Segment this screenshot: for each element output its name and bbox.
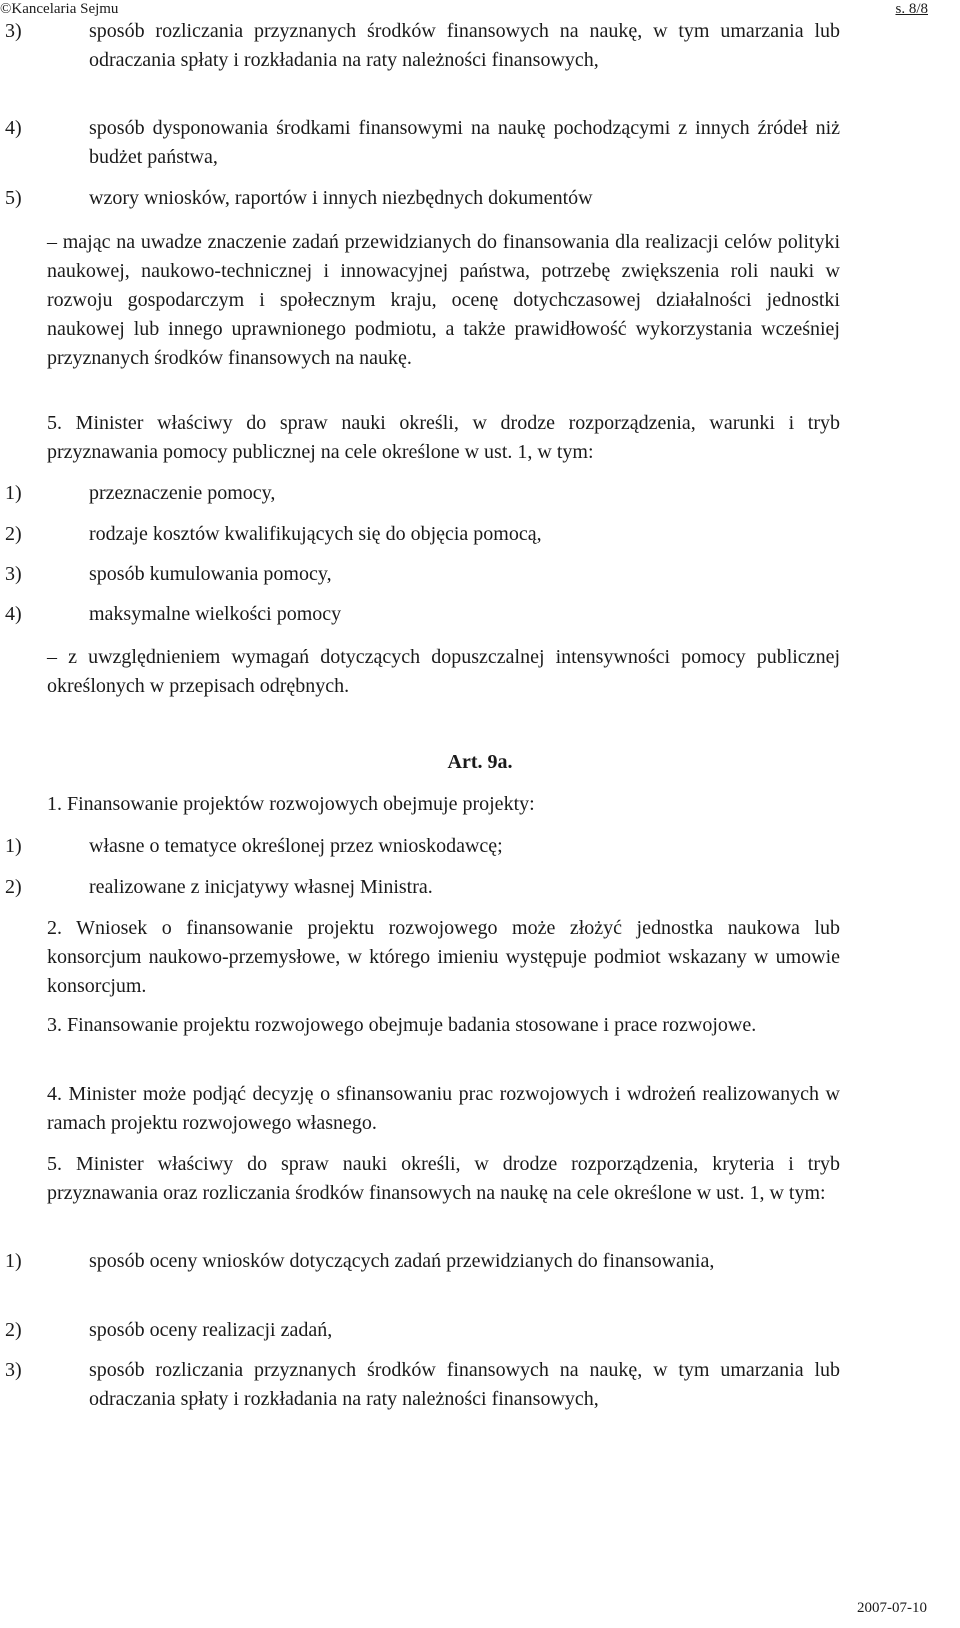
paragraph-number: 3. xyxy=(47,1014,62,1036)
paragraph-number: 5. xyxy=(47,412,62,434)
paragraph-number: 4. xyxy=(47,1083,62,1105)
list-item-text: sposób rozliczania przyznanych środków finansowych na naukę, w tym umarzania lub odraczania spłaty i rozkładania na raty należności finansowych, xyxy=(89,20,840,71)
list-item-number: 2) xyxy=(5,876,22,898)
list-item xyxy=(5,560,840,589)
list-item-number: 5) xyxy=(5,187,22,209)
list-item-text: wzory wniosków, raportów i innych niezbędnych dokumentów xyxy=(89,187,593,209)
list-item-text: przeznaczenie pomocy, xyxy=(89,482,276,504)
copyright-header: ©Kancelaria Sejmu xyxy=(0,1,119,17)
list-item xyxy=(5,520,840,549)
list-item-text: realizowane z inicjatywy własnej Ministra. xyxy=(89,876,433,898)
list-item xyxy=(5,1316,840,1345)
paragraph-number: 2. xyxy=(47,917,62,939)
paragraph-text: Minister może podjąć decyzję o sfinansowaniu prac rozwojowych i wdrożeń realizowanych w ramach projektu rozwojowego własnego. xyxy=(47,1083,841,1134)
paragraph-2 xyxy=(47,914,840,1001)
paragraph-5 xyxy=(47,1150,840,1208)
list-item-text: sposób oceny wniosków dotyczących zadań przewidzianych do finansowania, xyxy=(89,1250,715,1272)
list-item xyxy=(5,114,840,172)
list-item xyxy=(5,600,840,629)
paragraph-text: Minister właściwy do spraw nauki określi, w drodze rozporządzenia, kryteria i tryb przyznawania oraz rozliczania środków finansowych na naukę na cele określone w ust. 1, w tym: xyxy=(47,1153,841,1204)
list-item xyxy=(5,1356,840,1414)
article-title: Art. 9a. xyxy=(447,751,513,773)
list-item xyxy=(5,873,840,902)
list-item xyxy=(5,1247,840,1276)
paragraph-text: Wniosek o finansowanie projektu rozwojowego może złożyć jednostka naukowa lub konsorcjum naukowo-przemysłowe, w którego imieniu występuje podmiot wskazany w umowie konsorcjum. xyxy=(47,917,841,997)
paragraph-1 xyxy=(47,790,840,819)
list-item-number: 3) xyxy=(5,20,22,42)
list-item-number: 4) xyxy=(5,117,22,139)
list-item-number: 1) xyxy=(5,1250,22,1272)
list-item-text: sposób kumulowania pomocy, xyxy=(89,563,332,585)
list-item-number: 3) xyxy=(5,563,22,585)
paragraph-text: Finansowanie projektu rozwojowego obejmuje badania stosowane i prace rozwojowe. xyxy=(67,1014,757,1036)
list-item-text: sposób dysponowania środkami finansowymi na naukę pochodzącymi z innych źródeł niż budżet państwa, xyxy=(89,117,840,168)
paragraph-number: 1. xyxy=(47,793,62,815)
paragraph-text: Minister właściwy do spraw nauki określi, w drodze rozporządzenia, warunki i tryb przyznawania pomocy publicznej na cele określone w ust. 1, w tym: xyxy=(47,412,841,463)
list-item xyxy=(5,832,840,861)
page-number: s. 8/8 xyxy=(895,1,928,17)
list-item-text: rodzaje kosztów kwalifikujących się do objęcia pomocą, xyxy=(89,523,542,545)
list-item-number: 1) xyxy=(5,482,22,504)
list-item-text: maksymalne wielkości pomocy xyxy=(89,603,342,625)
list-item-text: sposób oceny realizacji zadań, xyxy=(89,1319,333,1341)
footer-date: 2007-07-10 xyxy=(857,1600,927,1616)
list-item-number: 1) xyxy=(5,835,22,857)
list-item xyxy=(5,17,840,75)
list-item xyxy=(5,479,840,508)
paragraph-4 xyxy=(47,1080,840,1138)
paragraph-number: 5. xyxy=(47,1153,62,1175)
paragraph-text: Finansowanie projektów rozwojowych obejmuje projekty: xyxy=(67,793,535,815)
list-item-number: 3) xyxy=(5,1359,22,1381)
list-item-number: 4) xyxy=(5,603,22,625)
list-item-text: sposób rozliczania przyznanych środków finansowych na naukę, w tym umarzania lub odraczania spłaty i rozkładania na raty należności finansowych, xyxy=(89,1359,840,1410)
paragraph-5 xyxy=(47,409,840,467)
list-item-text: własne o tematyce określonej przez wnioskodawcę; xyxy=(89,835,503,857)
list-item-number: 2) xyxy=(5,1319,22,1341)
closing-paragraph: – mając na uwadze znaczenie zadań przewidzianych do finansowania dla realizacji celów polityki naukowej, naukowo-technicznej i innowacyjnej państwa, potrzebę zwiększenia roli nauki w rozwoju gospodarczym i społecznym kraju, ocenę dotychczasowej działalności jednostki naukowej lub innego uprawnionego podmiotu, a także prawidłowość wykorzystania wcześniej przyznanych środków finansowych na naukę. xyxy=(47,231,840,369)
list-item xyxy=(5,184,840,213)
closing-paragraph: – z uwzględnieniem wymagań dotyczących dopuszczalnej intensywności pomocy publicznej określonych w przepisach odrębnych. xyxy=(47,646,840,697)
paragraph-3 xyxy=(47,1011,840,1040)
list-item-number: 2) xyxy=(5,523,22,545)
